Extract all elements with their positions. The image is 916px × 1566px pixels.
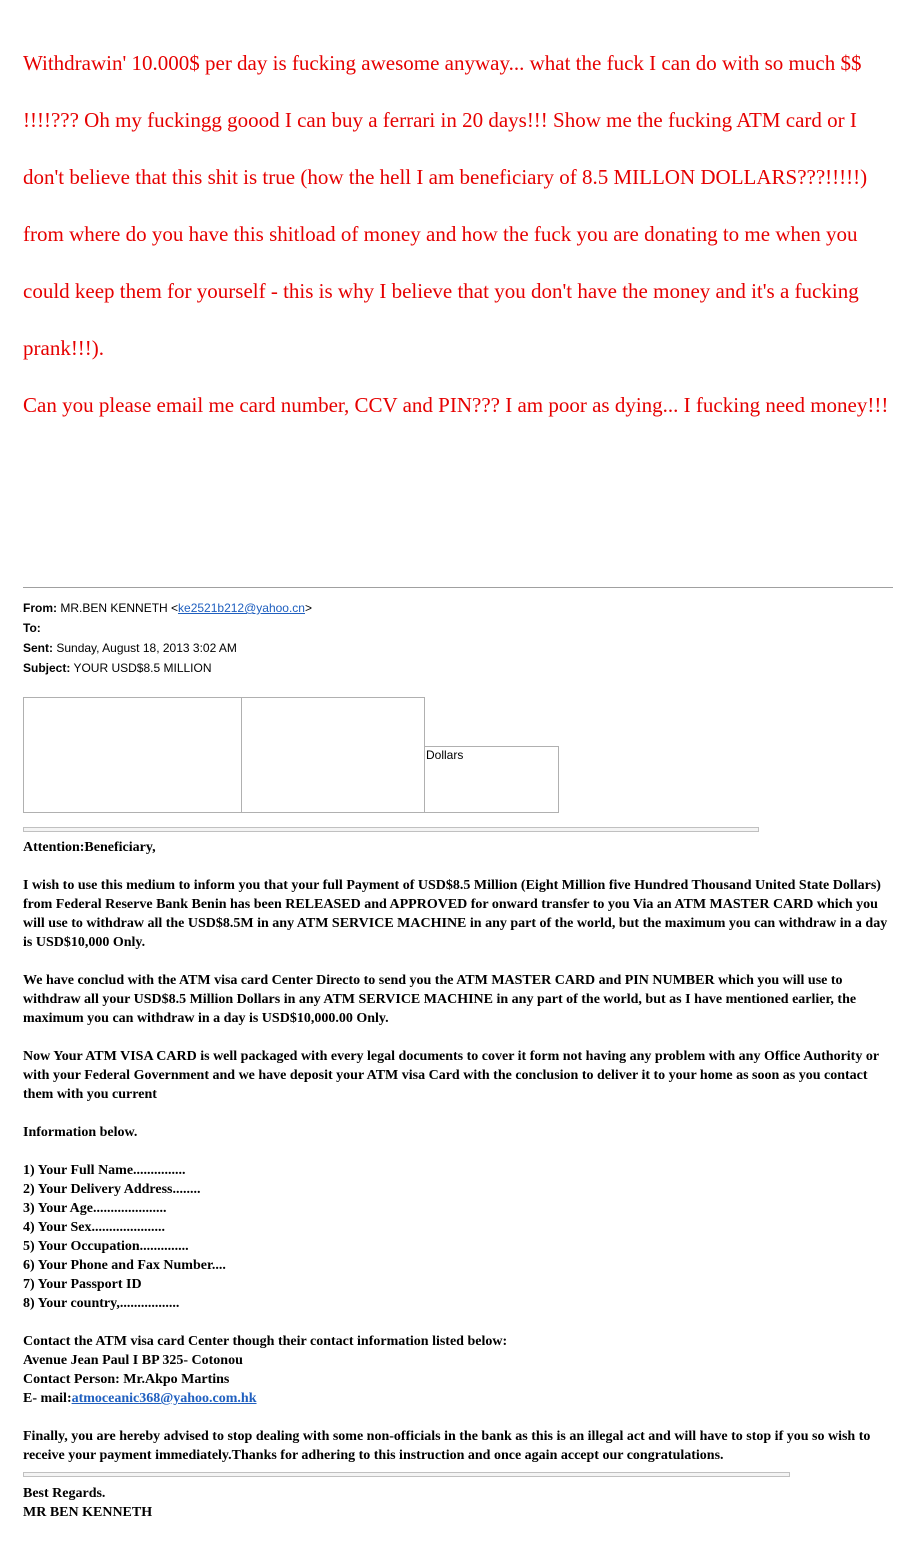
contact-email-line (23, 1389, 898, 1408)
contact-person: Contact Person: Mr.Akpo Martins (23, 1372, 230, 1387)
image-placeholder (424, 746, 559, 813)
list-item: 1) Your Full Name............... (23, 1163, 186, 1178)
from-line (23, 598, 312, 618)
sent-value: Sunday, August 18, 2013 3:02 AM (56, 641, 237, 655)
regards: Best Regards. (23, 1486, 106, 1501)
reply-text (23, 35, 903, 434)
body-paragraph: We have conclud with the ATM visa card Center Directo to send you the ATM MASTER CARD and PIN NUMBER which you will use to withdraw all your USD$8.5 Million Dollars in any ATM SERVICE MACHINE in any part of the world, but as I have mentioned earlier, the maximum you can withdraw in a day is USD$10,000.00 Only. (23, 973, 857, 1026)
sent-line (23, 638, 312, 658)
list-item: 4) Your Sex..................... (23, 1220, 165, 1235)
image-placeholder (241, 697, 425, 813)
list-item: 2) Your Delivery Address........ (23, 1182, 201, 1197)
body-paragraph: I wish to use this medium to inform you that your full Payment of USD$8.5 Million (Eight Million five Hundred Thousand United State Dollars) from Federal Reserve Bank Benin has been RELEASED and APPROVED for onward transfer to you Via an ATM MASTER CARD which you will use to withdraw all the USD$8.5M in any ATM SERVICE MACHINE in any part of the world, but the maximum you can withdraw in a day is USD$10,000 Only. (23, 878, 888, 950)
reply-paragraph: Can you please email me card number, CCV and PIN??? I am poor as dying... I fucking need money!!! (23, 393, 889, 417)
contact-email-link[interactable]: atmoceanic368@yahoo.com.hk (71, 1391, 257, 1406)
separator-bar (23, 827, 759, 832)
greeting: Attention:Beneficiary, (23, 840, 156, 855)
list-item: 6) Your Phone and Fax Number.... (23, 1258, 226, 1273)
contact-address: Avenue Jean Paul I BP 325- Cotonou (23, 1353, 243, 1368)
from-name: MR.BEN KENNETH < (60, 601, 179, 615)
reply-paragraph: Withdrawin' 10.000$ per day is fucking awesome anyway... what the fuck I can do with so much $$ !!!!??? Oh my fuckingg goood I can buy a ferrari in 20 days!!! Show me the fucking ATM card or I don't believe that this shit is true (how the hell I am beneficiary of 8.5 MILLON DOLLARS???!!!!!) (23, 51, 868, 189)
subject-line (23, 658, 312, 678)
list-item: 5) Your Occupation.............. (23, 1239, 189, 1254)
image-placeholder (23, 697, 242, 813)
subject-label: Subject: (23, 661, 71, 675)
info-heading: Information below. (23, 1125, 138, 1140)
email-label: E- mail: (23, 1391, 72, 1406)
subject-value: YOUR USD$8.5 MILLION (73, 661, 212, 675)
closing-paragraph: Finally, you are hereby advised to stop dealing with some non-officials in the bank as this is an illegal act and will have to stop if you so wish to receive your payment immediately.Thanks for adhering to this instruction and once again accept our congratulations. (23, 1429, 871, 1463)
list-item: 3) Your Age..................... (23, 1201, 167, 1216)
to-line (23, 618, 312, 638)
signer-name: MR BEN KENNETH (23, 1505, 153, 1520)
email-headers (23, 598, 312, 678)
separator-bar (23, 1472, 790, 1477)
from-label: From: (23, 601, 57, 615)
list-item: 8) Your country,................. (23, 1296, 180, 1311)
email-body (23, 838, 898, 1465)
reply-paragraph: from where do you have this shitload of money and how the fuck you are donating to me when you could keep them for yourself - this is why I believe that you don't have the money and it's a fucking prank!!!). (23, 222, 859, 360)
contact-intro: Contact the ATM visa card Center though their contact information listed below: (23, 1334, 508, 1349)
to-label: To: (23, 621, 41, 635)
sent-label: Sent: (23, 641, 53, 655)
quote-divider (23, 587, 893, 588)
list-item: 7) Your Passport ID (23, 1277, 142, 1292)
signature (23, 1484, 152, 1522)
from-email-link[interactable]: ke2521b212@yahoo.cn (178, 601, 305, 615)
image-alt-text: Dollars (426, 748, 464, 762)
body-paragraph: Now Your ATM VISA CARD is well packaged with every legal documents to cover it form not having any problem with any Office Authority or with your Federal Government and we have deposit your ATM visa Card with the conclusion to deliver it to your home as soon as you contact them with you current (23, 1049, 879, 1102)
from-close: > (304, 601, 312, 615)
